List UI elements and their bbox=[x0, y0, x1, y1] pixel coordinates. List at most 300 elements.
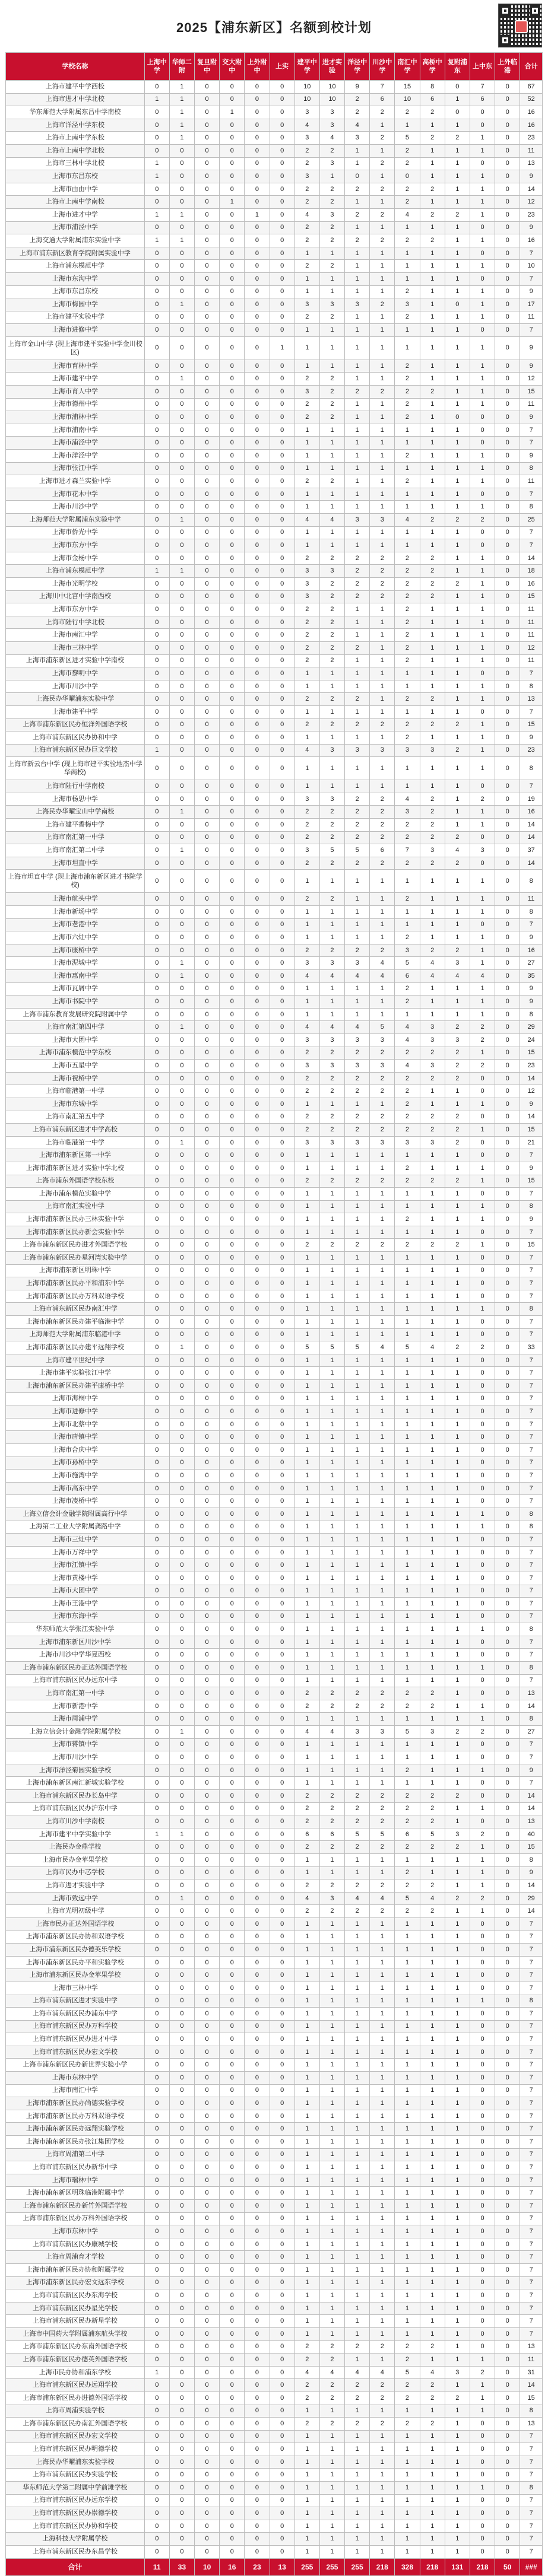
quota-cell: 1 bbox=[345, 424, 370, 437]
school-name-cell: 上海市浦东新区进才中学高校 bbox=[6, 1124, 145, 1137]
quota-cell: 0 bbox=[470, 2276, 495, 2289]
quota-cell: 2 bbox=[319, 1047, 344, 1060]
school-name-cell: 上海市书院中学 bbox=[6, 996, 145, 1009]
school-name-cell: 上海市进才实验中学 bbox=[6, 1879, 145, 1893]
quota-cell: 1 bbox=[445, 2507, 470, 2520]
school-name-cell: 上海师范大学附属浦东实验中学 bbox=[6, 514, 145, 527]
school-name-cell: 上海立信会计金融学院附属学校 bbox=[6, 1726, 145, 1739]
quota-cell: 1 bbox=[294, 2494, 319, 2507]
quota-cell: 1 bbox=[345, 2084, 370, 2097]
quota-cell: 1 bbox=[345, 2059, 370, 2072]
school-name-cell: 上海市浦东新区民办张江集团学校 bbox=[6, 2136, 145, 2149]
quota-cell: 1 bbox=[445, 260, 470, 273]
quota-cell: 1 bbox=[319, 1226, 344, 1239]
quota-cell: 0 bbox=[270, 1098, 294, 1111]
school-name-cell: 上海市浦东新区民办康城学校 bbox=[6, 2238, 145, 2251]
school-name-cell: 上海市大团中学 bbox=[6, 1033, 145, 1047]
row-total-cell: 7 bbox=[520, 918, 543, 931]
quota-cell: 0 bbox=[195, 1200, 220, 1213]
quota-cell: 2 bbox=[319, 1687, 344, 1700]
quota-cell: 1 bbox=[294, 1764, 319, 1777]
quota-cell: 0 bbox=[144, 806, 169, 819]
quota-cell: 0 bbox=[245, 1008, 270, 1021]
quota-cell: 1 bbox=[445, 1802, 470, 1815]
quota-cell: 1 bbox=[445, 1405, 470, 1419]
quota-cell: 0 bbox=[270, 1405, 294, 1419]
quota-cell: 1 bbox=[294, 680, 319, 693]
quota-cell: 1 bbox=[370, 1982, 395, 1995]
school-name-cell: 上海市进修中学 bbox=[6, 1405, 145, 1419]
quota-cell: 0 bbox=[245, 1200, 270, 1213]
quota-cell: 1 bbox=[370, 247, 395, 260]
quota-cell: 0 bbox=[144, 1188, 169, 1201]
quota-cell: 1 bbox=[294, 2046, 319, 2059]
quota-cell: 0 bbox=[495, 2200, 520, 2213]
quota-cell: 0 bbox=[144, 514, 169, 527]
quota-cell: 1 bbox=[445, 373, 470, 386]
table-row bbox=[6, 324, 543, 337]
quota-cell: 0 bbox=[270, 2520, 294, 2533]
quota-cell: 1 bbox=[319, 1508, 344, 1521]
quota-cell: 1 bbox=[345, 2110, 370, 2123]
quota-cell: 0 bbox=[270, 157, 294, 170]
quota-cell: 0 bbox=[495, 1995, 520, 2008]
quota-cell: 1 bbox=[345, 450, 370, 463]
quota-cell: 0 bbox=[169, 732, 194, 745]
table-row bbox=[6, 1098, 543, 1111]
table-row bbox=[6, 577, 543, 590]
quota-cell: 0 bbox=[245, 311, 270, 324]
quota-cell: 0 bbox=[195, 196, 220, 209]
quota-cell: 0 bbox=[169, 2469, 194, 2482]
quota-cell: 2 bbox=[420, 857, 445, 870]
quota-cell: 1 bbox=[395, 2161, 420, 2174]
school-name-cell: 上海市浦东新区民办德英乐学校 bbox=[6, 1944, 145, 1957]
quota-cell: 1 bbox=[345, 2327, 370, 2340]
quota-cell: 0 bbox=[245, 93, 270, 106]
quota-cell: 4 bbox=[294, 1726, 319, 1739]
quota-cell: 1 bbox=[445, 2136, 470, 2149]
quota-cell: 1 bbox=[395, 1431, 420, 1444]
school-name-cell: 上海市浦东新区民办新竹外国语学校 bbox=[6, 2200, 145, 2213]
quota-cell: 1 bbox=[370, 1572, 395, 1585]
quota-cell: 2 bbox=[319, 616, 344, 629]
quota-cell: 1 bbox=[319, 2161, 344, 2174]
quota-cell: 2 bbox=[470, 514, 495, 527]
quota-cell: 0 bbox=[470, 1405, 495, 1419]
quota-cell: 0 bbox=[169, 693, 194, 706]
quota-cell: 2 bbox=[470, 2366, 495, 2379]
quota-cell: 1 bbox=[445, 982, 470, 996]
quota-cell: 0 bbox=[144, 1213, 169, 1226]
row-total-cell: 7 bbox=[520, 1380, 543, 1393]
quota-cell: 0 bbox=[169, 411, 194, 424]
row-total-cell: 23 bbox=[520, 132, 543, 145]
quota-cell: 1 bbox=[420, 732, 445, 745]
quota-cell: 0 bbox=[220, 539, 245, 552]
quota-cell: 0 bbox=[270, 2225, 294, 2238]
quota-cell: 2 bbox=[319, 234, 344, 247]
quota-cell: 0 bbox=[220, 1392, 245, 1405]
quota-cell: 2 bbox=[370, 132, 395, 145]
quota-cell: 0 bbox=[220, 616, 245, 629]
row-total-cell: 33 bbox=[520, 1341, 543, 1354]
quota-cell: 0 bbox=[245, 2187, 270, 2200]
quota-cell: 0 bbox=[495, 1303, 520, 1316]
quota-cell: 1 bbox=[294, 2546, 319, 2559]
row-total-cell: 16 bbox=[520, 944, 543, 957]
quota-cell: 1 bbox=[470, 806, 495, 819]
quota-cell: 4 bbox=[420, 2366, 445, 2379]
quota-cell: 0 bbox=[144, 1264, 169, 1277]
quota-cell: 0 bbox=[495, 183, 520, 196]
quota-cell: 0 bbox=[169, 2097, 194, 2110]
quota-cell: 0 bbox=[245, 1188, 270, 1201]
quota-cell: 1 bbox=[445, 234, 470, 247]
quota-cell: 0 bbox=[144, 2033, 169, 2046]
quota-cell: 3 bbox=[319, 298, 344, 311]
quota-cell: 0 bbox=[495, 2123, 520, 2136]
quota-cell: 1 bbox=[169, 565, 194, 578]
quota-cell: 0 bbox=[470, 272, 495, 285]
quota-cell: 2 bbox=[345, 718, 370, 732]
quota-cell: 0 bbox=[144, 424, 169, 437]
quota-cell: 0 bbox=[245, 629, 270, 642]
quota-cell: 1 bbox=[319, 1303, 344, 1316]
quota-cell: 0 bbox=[220, 1956, 245, 1969]
quota-cell: 1 bbox=[345, 931, 370, 944]
quota-cell: 1 bbox=[370, 285, 395, 298]
table-row bbox=[6, 1456, 543, 1470]
table-row bbox=[6, 1572, 543, 1585]
column-header: 复附浦东 bbox=[445, 53, 470, 81]
quota-cell: 0 bbox=[470, 2238, 495, 2251]
quota-cell: 2 bbox=[294, 831, 319, 844]
quota-cell: 2 bbox=[470, 1033, 495, 1047]
table-row bbox=[6, 1713, 543, 1726]
quota-cell: 1 bbox=[420, 1649, 445, 1662]
quota-cell: 0 bbox=[195, 616, 220, 629]
quota-cell: 3 bbox=[345, 1726, 370, 1739]
column-header: 华师二附 bbox=[169, 53, 194, 81]
quota-cell: 1 bbox=[319, 1572, 344, 1585]
quota-cell: 0 bbox=[220, 2046, 245, 2059]
quota-cell: 2 bbox=[395, 1700, 420, 1713]
quota-cell: 1 bbox=[420, 1328, 445, 1341]
quota-cell: 1 bbox=[370, 1213, 395, 1226]
quota-cell: 0 bbox=[220, 373, 245, 386]
quota-cell: 0 bbox=[169, 603, 194, 616]
quota-cell: 0 bbox=[144, 1175, 169, 1188]
quota-cell: 0 bbox=[270, 386, 294, 399]
quota-cell: 0 bbox=[195, 2200, 220, 2213]
table-row bbox=[6, 2482, 543, 2495]
quota-cell: 0 bbox=[270, 1559, 294, 1572]
quota-cell: 0 bbox=[470, 1534, 495, 1547]
quota-cell: 1 bbox=[169, 234, 194, 247]
quota-cell: 1 bbox=[169, 119, 194, 132]
quota-cell: 0 bbox=[245, 360, 270, 373]
school-name-cell: 上海市浦东新区民办宏文远东学校 bbox=[6, 2276, 145, 2289]
quota-cell: 0 bbox=[245, 260, 270, 273]
row-total-cell: 7 bbox=[520, 2148, 543, 2161]
quota-cell: 1 bbox=[345, 2225, 370, 2238]
quota-cell: 1 bbox=[470, 298, 495, 311]
quota-cell: 0 bbox=[144, 2020, 169, 2033]
table-row bbox=[6, 1431, 543, 1444]
row-total-cell: 8 bbox=[520, 870, 543, 893]
quota-cell: 2 bbox=[370, 1905, 395, 1918]
quota-cell: 0 bbox=[195, 1636, 220, 1649]
quota-cell: 2 bbox=[395, 982, 420, 996]
quota-cell: 1 bbox=[420, 2238, 445, 2251]
quota-cell: 0 bbox=[245, 1559, 270, 1572]
quota-cell: 1 bbox=[294, 1995, 319, 2008]
quota-cell: 1 bbox=[395, 1610, 420, 1623]
quota-cell: 0 bbox=[245, 2379, 270, 2392]
quota-cell: 1 bbox=[445, 641, 470, 654]
quota-cell: 1 bbox=[294, 2405, 319, 2418]
quota-cell: 0 bbox=[245, 411, 270, 424]
quota-cell: 1 bbox=[294, 2430, 319, 2443]
quota-cell: 0 bbox=[495, 806, 520, 819]
quota-cell: 2 bbox=[470, 1726, 495, 1739]
quota-cell: 0 bbox=[169, 590, 194, 603]
quota-cell: 0 bbox=[220, 1585, 245, 1598]
quota-cell: 2 bbox=[345, 552, 370, 565]
quota-cell: 1 bbox=[420, 2327, 445, 2340]
table-row bbox=[6, 1290, 543, 1303]
table-row bbox=[6, 1790, 543, 1803]
quota-cell: 1 bbox=[370, 1149, 395, 1162]
column-header: 上海中学 bbox=[144, 53, 169, 81]
footer-total-cell: 218 bbox=[420, 2558, 445, 2575]
quota-cell: 0 bbox=[470, 2136, 495, 2149]
quota-cell: 1 bbox=[370, 1367, 395, 1380]
quota-cell: 0 bbox=[270, 654, 294, 667]
quota-cell: 0 bbox=[470, 1111, 495, 1124]
quota-cell: 0 bbox=[144, 2340, 169, 2354]
quota-cell: 6 bbox=[319, 1828, 344, 1841]
school-name-cell: 上海市东沟中学 bbox=[6, 272, 145, 285]
quota-cell: 0 bbox=[195, 475, 220, 488]
quota-cell: 0 bbox=[495, 196, 520, 209]
quota-cell: 0 bbox=[245, 462, 270, 475]
quota-cell: 2 bbox=[420, 1700, 445, 1713]
quota-cell: 0 bbox=[270, 1124, 294, 1137]
quota-cell: 1 bbox=[445, 1623, 470, 1636]
quota-cell: 1 bbox=[319, 667, 344, 680]
quota-cell: 0 bbox=[220, 1572, 245, 1585]
quota-cell: 1 bbox=[420, 2430, 445, 2443]
quota-cell: 0 bbox=[220, 1713, 245, 1726]
quota-cell: 2 bbox=[445, 1239, 470, 1252]
quota-cell: 1 bbox=[395, 2046, 420, 2059]
quota-cell: 3 bbox=[420, 1136, 445, 1149]
quota-cell: 0 bbox=[169, 718, 194, 732]
quota-cell: 0 bbox=[270, 1008, 294, 1021]
quota-cell: 0 bbox=[495, 1546, 520, 1559]
quota-cell: 1 bbox=[144, 565, 169, 578]
row-total-cell: 15 bbox=[520, 386, 543, 399]
quota-cell: 1 bbox=[395, 424, 420, 437]
quota-cell: 3 bbox=[370, 1060, 395, 1073]
quota-cell: 1 bbox=[370, 1610, 395, 1623]
quota-cell: 2 bbox=[319, 1085, 344, 1098]
row-total-cell: 8 bbox=[520, 2405, 543, 2418]
school-name-cell: 上海交通大学附属浦东实验中学 bbox=[6, 234, 145, 247]
quota-cell: 0 bbox=[470, 2033, 495, 2046]
school-name-cell: 上海市上南中学北校 bbox=[6, 144, 145, 157]
school-name-cell: 上海市金山中学 (现上海市建平实验中学金川校区) bbox=[6, 336, 145, 360]
quota-cell: 1 bbox=[445, 1995, 470, 2008]
quota-cell: 1 bbox=[445, 1662, 470, 1675]
quota-cell: 0 bbox=[220, 424, 245, 437]
table-row bbox=[6, 1623, 543, 1636]
quota-cell: 4 bbox=[395, 1033, 420, 1047]
quota-cell: 2 bbox=[395, 654, 420, 667]
quota-cell: 0 bbox=[245, 603, 270, 616]
quota-cell: 1 bbox=[445, 2263, 470, 2276]
quota-cell: 0 bbox=[220, 629, 245, 642]
quota-cell: 0 bbox=[495, 819, 520, 832]
quota-cell: 0 bbox=[169, 2123, 194, 2136]
quota-cell: 7 bbox=[395, 844, 420, 857]
quota-cell: 1 bbox=[319, 1764, 344, 1777]
school-name-cell: 上海市浦东模范中学 bbox=[6, 565, 145, 578]
quota-cell: 0 bbox=[245, 918, 270, 931]
quota-cell: 1 bbox=[319, 2238, 344, 2251]
quota-cell: 1 bbox=[169, 1828, 194, 1841]
quota-cell: 0 bbox=[220, 437, 245, 450]
quota-cell: 2 bbox=[370, 1841, 395, 1854]
quota-cell: 2 bbox=[319, 806, 344, 819]
quota-cell: 0 bbox=[270, 373, 294, 386]
quota-cell: 0 bbox=[195, 2315, 220, 2328]
quota-cell: 2 bbox=[420, 1047, 445, 1060]
quota-cell: 1 bbox=[420, 1418, 445, 1431]
row-total-cell: 11 bbox=[520, 629, 543, 642]
quota-cell: 1 bbox=[370, 1508, 395, 1521]
quota-cell: 1 bbox=[445, 1303, 470, 1316]
quota-cell: 4 bbox=[370, 970, 395, 983]
quota-cell: 0 bbox=[169, 450, 194, 463]
quota-cell: 1 bbox=[319, 1585, 344, 1598]
quota-cell: 2 bbox=[345, 806, 370, 819]
quota-cell: 0 bbox=[495, 1431, 520, 1444]
quota-cell: 0 bbox=[270, 2354, 294, 2367]
quota-cell: 0 bbox=[144, 1982, 169, 1995]
quota-cell: 0 bbox=[495, 2033, 520, 2046]
quota-cell: 2 bbox=[420, 1072, 445, 1085]
quota-cell: 1 bbox=[294, 2097, 319, 2110]
quota-cell: 0 bbox=[270, 2379, 294, 2392]
row-total-cell: 11 bbox=[520, 654, 543, 667]
quota-cell: 0 bbox=[195, 2046, 220, 2059]
quota-cell: 1 bbox=[319, 1713, 344, 1726]
quota-cell: 0 bbox=[169, 870, 194, 893]
quota-cell: 1 bbox=[345, 2238, 370, 2251]
quota-cell: 0 bbox=[169, 2340, 194, 2354]
quota-cell: 4 bbox=[345, 1892, 370, 1905]
quota-cell: 0 bbox=[270, 757, 294, 780]
school-name-cell: 上海立信会计金融学院附属高行中学 bbox=[6, 1508, 145, 1521]
quota-cell: 0 bbox=[495, 1072, 520, 1085]
quota-cell: 1 bbox=[470, 501, 495, 514]
quota-cell: 3 bbox=[345, 1033, 370, 1047]
quota-cell: 1 bbox=[370, 2443, 395, 2456]
quota-cell: 0 bbox=[195, 1841, 220, 1854]
quota-cell: 1 bbox=[370, 654, 395, 667]
quota-cell: 1 bbox=[420, 450, 445, 463]
quota-cell: 0 bbox=[220, 81, 245, 94]
column-header: 上外附中 bbox=[245, 53, 270, 81]
quota-cell: 2 bbox=[370, 2340, 395, 2354]
school-name-cell: 上海市浦东新区民办远东学校 bbox=[6, 2494, 145, 2507]
quota-cell: 1 bbox=[470, 552, 495, 565]
quota-cell: 0 bbox=[220, 1149, 245, 1162]
quota-cell: 1 bbox=[395, 2302, 420, 2315]
quota-cell: 0 bbox=[169, 2302, 194, 2315]
quota-cell: 1 bbox=[294, 2187, 319, 2200]
quota-cell: 1 bbox=[294, 1610, 319, 1623]
quota-cell: 4 bbox=[319, 970, 344, 983]
quota-cell: 0 bbox=[270, 819, 294, 832]
school-name-cell: 上海市浦东新区民办长岛中学 bbox=[6, 1790, 145, 1803]
row-total-cell: 7 bbox=[520, 2276, 543, 2289]
quota-cell: 1 bbox=[445, 2546, 470, 2559]
quota-cell: 0 bbox=[144, 183, 169, 196]
quota-cell: 0 bbox=[220, 1559, 245, 1572]
quota-cell: 0 bbox=[195, 1456, 220, 1470]
quota-cell: 1 bbox=[319, 2469, 344, 2482]
school-name-cell: 上海市施湾中学 bbox=[6, 1470, 145, 1483]
quota-cell: 1 bbox=[470, 732, 495, 745]
quota-cell: 0 bbox=[270, 514, 294, 527]
quota-cell: 0 bbox=[220, 132, 245, 145]
quota-cell: 0 bbox=[270, 475, 294, 488]
quota-cell: 6 bbox=[395, 970, 420, 983]
quota-cell: 1 bbox=[445, 1917, 470, 1931]
quota-cell: 0 bbox=[220, 2148, 245, 2161]
quota-cell: 5 bbox=[319, 1341, 344, 1354]
quota-cell: 2 bbox=[445, 1060, 470, 1073]
quota-cell: 0 bbox=[195, 2327, 220, 2340]
row-total-cell: 7 bbox=[520, 2187, 543, 2200]
quota-cell: 1 bbox=[169, 373, 194, 386]
quota-cell: 0 bbox=[470, 2315, 495, 2328]
row-total-cell: 7 bbox=[520, 1738, 543, 1751]
quota-cell: 0 bbox=[195, 603, 220, 616]
quota-cell: 0 bbox=[195, 552, 220, 565]
quota-cell: 0 bbox=[220, 1431, 245, 1444]
quota-cell: 0 bbox=[220, 1802, 245, 1815]
quota-cell: 2 bbox=[370, 234, 395, 247]
quota-cell: 1 bbox=[319, 1751, 344, 1764]
quota-cell: 0 bbox=[144, 1060, 169, 1073]
quota-cell: 0 bbox=[195, 2136, 220, 2149]
quota-cell: 1 bbox=[144, 157, 169, 170]
quota-cell: 0 bbox=[169, 1879, 194, 1893]
quota-cell: 1 bbox=[370, 539, 395, 552]
quota-cell: 0 bbox=[470, 1687, 495, 1700]
quota-cell: 1 bbox=[294, 2469, 319, 2482]
quota-cell: 0 bbox=[270, 2033, 294, 2046]
row-total-cell: 7 bbox=[520, 1354, 543, 1367]
row-total-cell: 7 bbox=[520, 272, 543, 285]
quota-cell: 0 bbox=[169, 2520, 194, 2533]
quota-cell: 1 bbox=[370, 2084, 395, 2097]
